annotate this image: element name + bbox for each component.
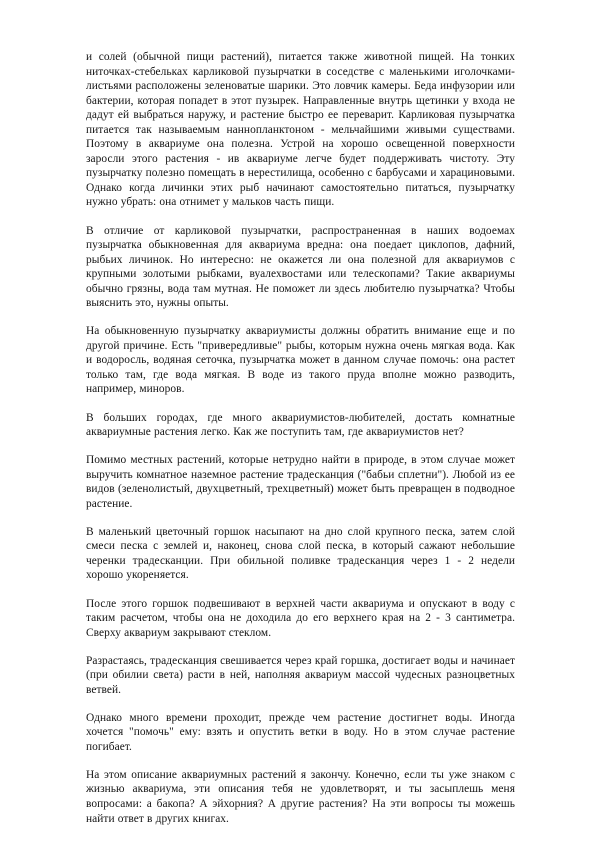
paragraph: В маленький цветочный горшок насыпают на дно слой крупного песка, затем слой смеси песка с землей и, наконец, снова слой песка, в который сажают небольшие черенки традесканции. При обильной поливке традесканция через 1 - 2 недели хорошо укореняется. [86,525,515,582]
text-column [86,50,515,826]
paragraph: В отличие от карликовой пузырчатки, распространенная в наших водоемах пузырчатка обыкновенная для аквариума вредна: она поедает циклопов, дафний, рыбьих личинок. Но интересно: не окажется ли она полезной для аквариумов с крупными золотыми рыбками, вуалехвостами или телескопами? Такие аквариумы обычно грязны, вода там мутная. Не поможет ли здесь любителю пузырчатка? Чтобы выяснить это, нужны опыты. [86,224,515,310]
paragraph: Однако много времени проходит, прежде чем растение достигнет воды. Иногда хочется "помочь" ему: взять и опустить ветки в воду. Но в этом случае растение погибает. [86,711,515,753]
paragraph: На обыкновенную пузырчатку аквариумисты должны обратить внимание еще и по другой причине. Есть "привередливые" рыбы, которым нужна очень мягкая вода. Как и водоросль, водяная сеточка, пузырчатка может в данном случае помочь: она растет только там, где вода мягкая. В воде из такого пруда вполне можно разводить, например, миноров. [86,325,515,396]
paragraph: После этого горшок подвешивают в верхней части аквариума и опускают в воду с таким расчетом, чтобы она не доходила до его верхнего края на 2 - 3 сантиметра. Сверху аквариум закрывают стеклом. [86,597,515,639]
paragraph: и солей (обычной пищи растений), питается также животной пищей. На тонких ниточках-стебельках карликовой пузырчатки в соседстве с маленькими иголочками-листьями расположены зеленоватые шарики. Это ловчик камеры. Беда инфузории или бактерии, которая попадет в этот пузырек. Направленные внутрь щетинки у входа не дадут ей выбраться наружу, и растение быстро ее переварит. Карликовая пузырчатка питается так называемым наннопланктоном - мельчайшими живыми существами. Поэтому в аквариуме она полезна. Устрой на хорошо освещенной поверхности заросли этого растения - ив аквариуме легче будет поддерживать чистоту. Эту пузырчатку полезно помещать в нерестилища, особенно с барбусами и харациновыми. Однако когда личинки этих рыб начинают самостоятельно питаться, пузырчатку нужно убрать: она отнимет у мальков часть пищи. [86,51,515,209]
paragraph: Разрастаясь, традесканция свешивается через край горшка, достигает воды и начинает (при обилии света) расти в ней, наполняя аквариум массой чудесных разноцветных ветвей. [86,654,515,696]
paragraph: На этом описание аквариумных растений я закончу. Конечно, если ты уже знаком с жизнью аквариума, эти описания тебя не удовлетворят, и ты засыплешь меня вопросами: а бакопа? А эйхорния? А другие растения? На эти вопросы ты можешь найти ответ в других книгах. [86,768,515,825]
paragraph: В больших городах, где много аквариумистов-любителей, достать комнатные аквариумные растения легко. Как же поступить там, где аквариумистов нет? [86,411,515,439]
paragraph: Помимо местных растений, которые нетрудно найти в природе, в этом случае может выручить комнатное наземное растение традесканция ("бабьи сплетни"). Любой из ее видов (зеленолистый, двухцветный, трехцветный) может быть превращен в подводное растение. [86,454,515,510]
